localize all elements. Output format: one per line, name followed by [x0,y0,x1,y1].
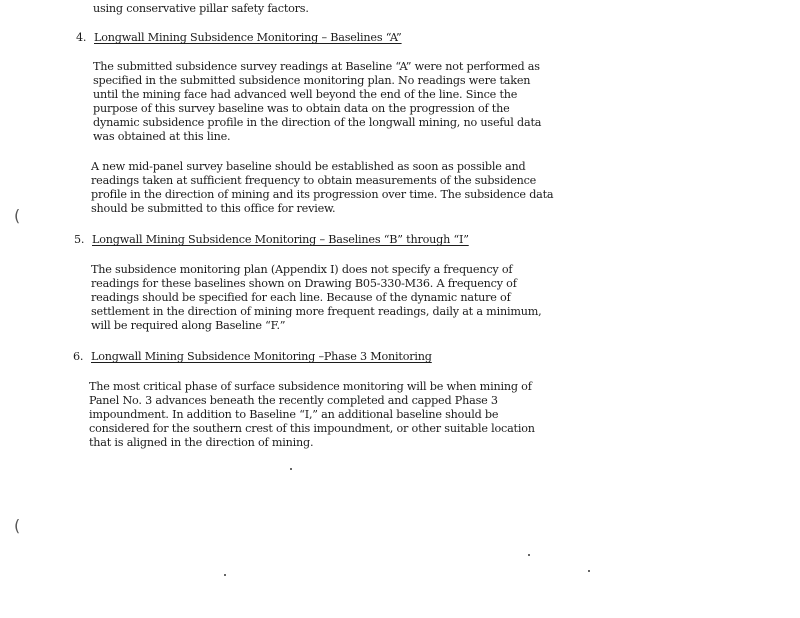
section-6-title: Longwall Mining Subsidence Monitoring –Phase 3 Monitoring [91,350,432,363]
s4-p1-line-3: until the mining face had advanced well beyond the end of the line. Since the [93,88,518,101]
s6-p1-line-1: The most critical phase of surface subsidence monitoring will be when mining of [89,380,532,393]
binder-hole-mark-lower: ( [14,516,21,535]
s4-p1-line-6: was obtained at this line. [93,130,231,143]
s5-p1-line-4: settlement in the direction of mining more frequent readings, daily at a minimum, [91,305,542,318]
section-6-heading [73,350,432,363]
s5-p1-line-3: readings should be specified for each line. Because of the dynamic nature of [91,291,511,304]
top-fragment-line: using conservative pillar safety factors. [93,2,309,15]
s6-p1-line-2: Panel No. 3 advances beneath the recently completed and capped Phase 3 [89,394,498,407]
s4-p2-line-2: readings taken at sufficient frequency to obtain measurements of the subsidence [91,174,537,187]
section-4-heading [76,31,402,44]
s5-p1-line-2: readings for these baselines shown on Drawing B05-330-M36. A frequency of [91,277,517,290]
s4-p2-line-4: should be submitted to this office for review. [91,202,336,215]
binder-hole-mark-upper: ( [14,206,21,225]
section-5-title: Longwall Mining Subsidence Monitoring – Baselines “B” through “I” [92,233,469,246]
scan-speck [224,574,226,576]
s4-p1-line-2: specified in the submitted subsidence monitoring plan. No readings were taken [93,74,531,87]
s4-p1-line-5: dynamic subsidence profile in the direction of the longwall mining, no useful data [93,116,542,129]
section-5-number: 5. [74,233,85,246]
s6-p1-line-3: impoundment. In addition to Baseline “I,” an additional baseline should be [89,408,499,421]
section-6-number: 6. [73,350,84,363]
section-4-title: Longwall Mining Subsidence Monitoring – Baselines “A” [94,31,402,44]
s4-p1-line-1: The submitted subsidence survey readings at Baseline “A” were not performed as [93,60,540,73]
scan-speck [290,468,292,470]
s5-p1-line-1: The subsidence monitoring plan (Appendix I) does not specify a frequency of [91,263,513,276]
s5-p1-line-5: will be required along Baseline “F.” [91,319,286,332]
section-4-number: 4. [76,31,87,44]
scan-speck [588,570,590,572]
s4-p1-line-4: purpose of this survey baseline was to obtain data on the progression of the [93,102,510,115]
s6-p1-line-5: that is aligned in the direction of mining. [89,436,314,449]
scan-speck [528,554,530,556]
s6-p1-line-4: considered for the southern crest of this impoundment, or other suitable location [89,422,535,435]
section-5-heading [74,233,469,246]
s4-p2-line-3: profile in the direction of mining and its progression over time. The subsidence data [91,188,554,201]
s4-p2-line-1: A new mid-panel survey baseline should be established as soon as possible and [91,160,526,173]
